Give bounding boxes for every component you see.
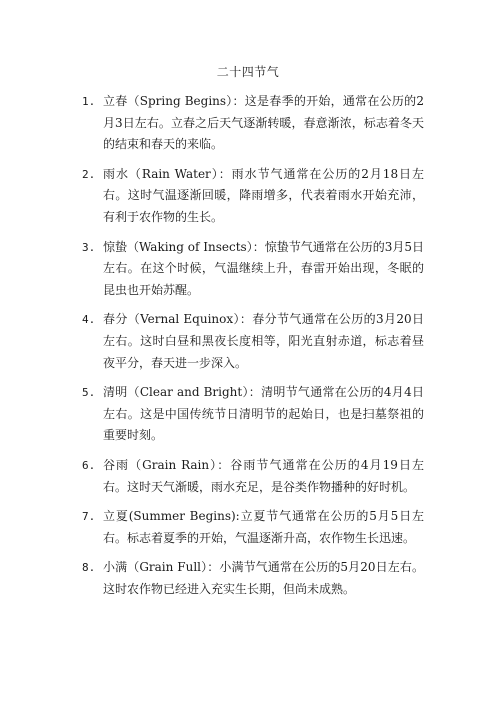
list-item-number: 3. <box>82 240 96 254</box>
list-item-text: 清明（Clear and Bright）：清明节气通常在公历的4月4日左右。这是中国传统节日清明节的起始日，也是扫墓祭祖的重要时刻。 <box>103 385 424 443</box>
list-item-text: 立夏(Summer Begins):立夏节气通常在公历的5月5日左右。标志着夏季的开始，气温逐渐升高，农作物生长迅速。 <box>103 509 424 545</box>
document-title: 二十四节气 <box>216 65 280 79</box>
list-item-number: 2. <box>82 167 96 181</box>
solar-terms-list <box>82 91 424 608</box>
list-item-text: 春分（Vernal Equinox）：春分节气通常在公历的3月20日左右。这时白昼和黑夜长度相等，阳光直射赤道，标志着昼夜平分，春天进一步深入。 <box>103 312 424 370</box>
list-item <box>82 237 424 302</box>
list-item-number: 8. <box>82 561 96 575</box>
list-item-number: 1. <box>82 95 96 108</box>
list-item-number: 7. <box>82 510 96 524</box>
list-item <box>82 506 424 549</box>
list-item-text: 小满（Grain Full）：小满节气通常在公历的5月20日左右。这时农作物已经进入充实生长期，但尚未成熟。 <box>103 560 424 596</box>
list-item <box>82 91 424 156</box>
list-item-number: 6. <box>82 458 96 472</box>
list-item <box>82 164 424 229</box>
list-item <box>82 455 424 498</box>
list-item <box>82 309 424 374</box>
list-item <box>82 382 424 447</box>
list-item-number: 5. <box>82 386 96 400</box>
list-item-text: 惊蛰（Waking of Insects）：惊蛰节气通常在公历的3月5日左右。在这个时候，气温继续上升，春雷开始出现，冬眠的昆虫也开始苏醒。 <box>103 239 424 297</box>
list-item-text: 立春（Spring Begins）：这是春季的开始，通常在公历的2月3日左右。立春之后天气逐渐转暖，春意渐浓，标志着冬天的结束和春天的来临。 <box>103 94 424 152</box>
list-item-text: 雨水（Rain Water）：雨水节气通常在公历的2月18日左右。这时气温逐渐回暖，降雨增多，代表着雨水开始充沛，有利于农作物的生长。 <box>103 166 424 224</box>
list-item-number: 4. <box>82 313 96 327</box>
list-item-text: 谷雨（Grain Rain）：谷雨节气通常在公历的4月19日左右。这时天气渐暖，雨水充足，是谷类作物播种的好时机。 <box>103 457 424 494</box>
list-item <box>82 557 424 600</box>
